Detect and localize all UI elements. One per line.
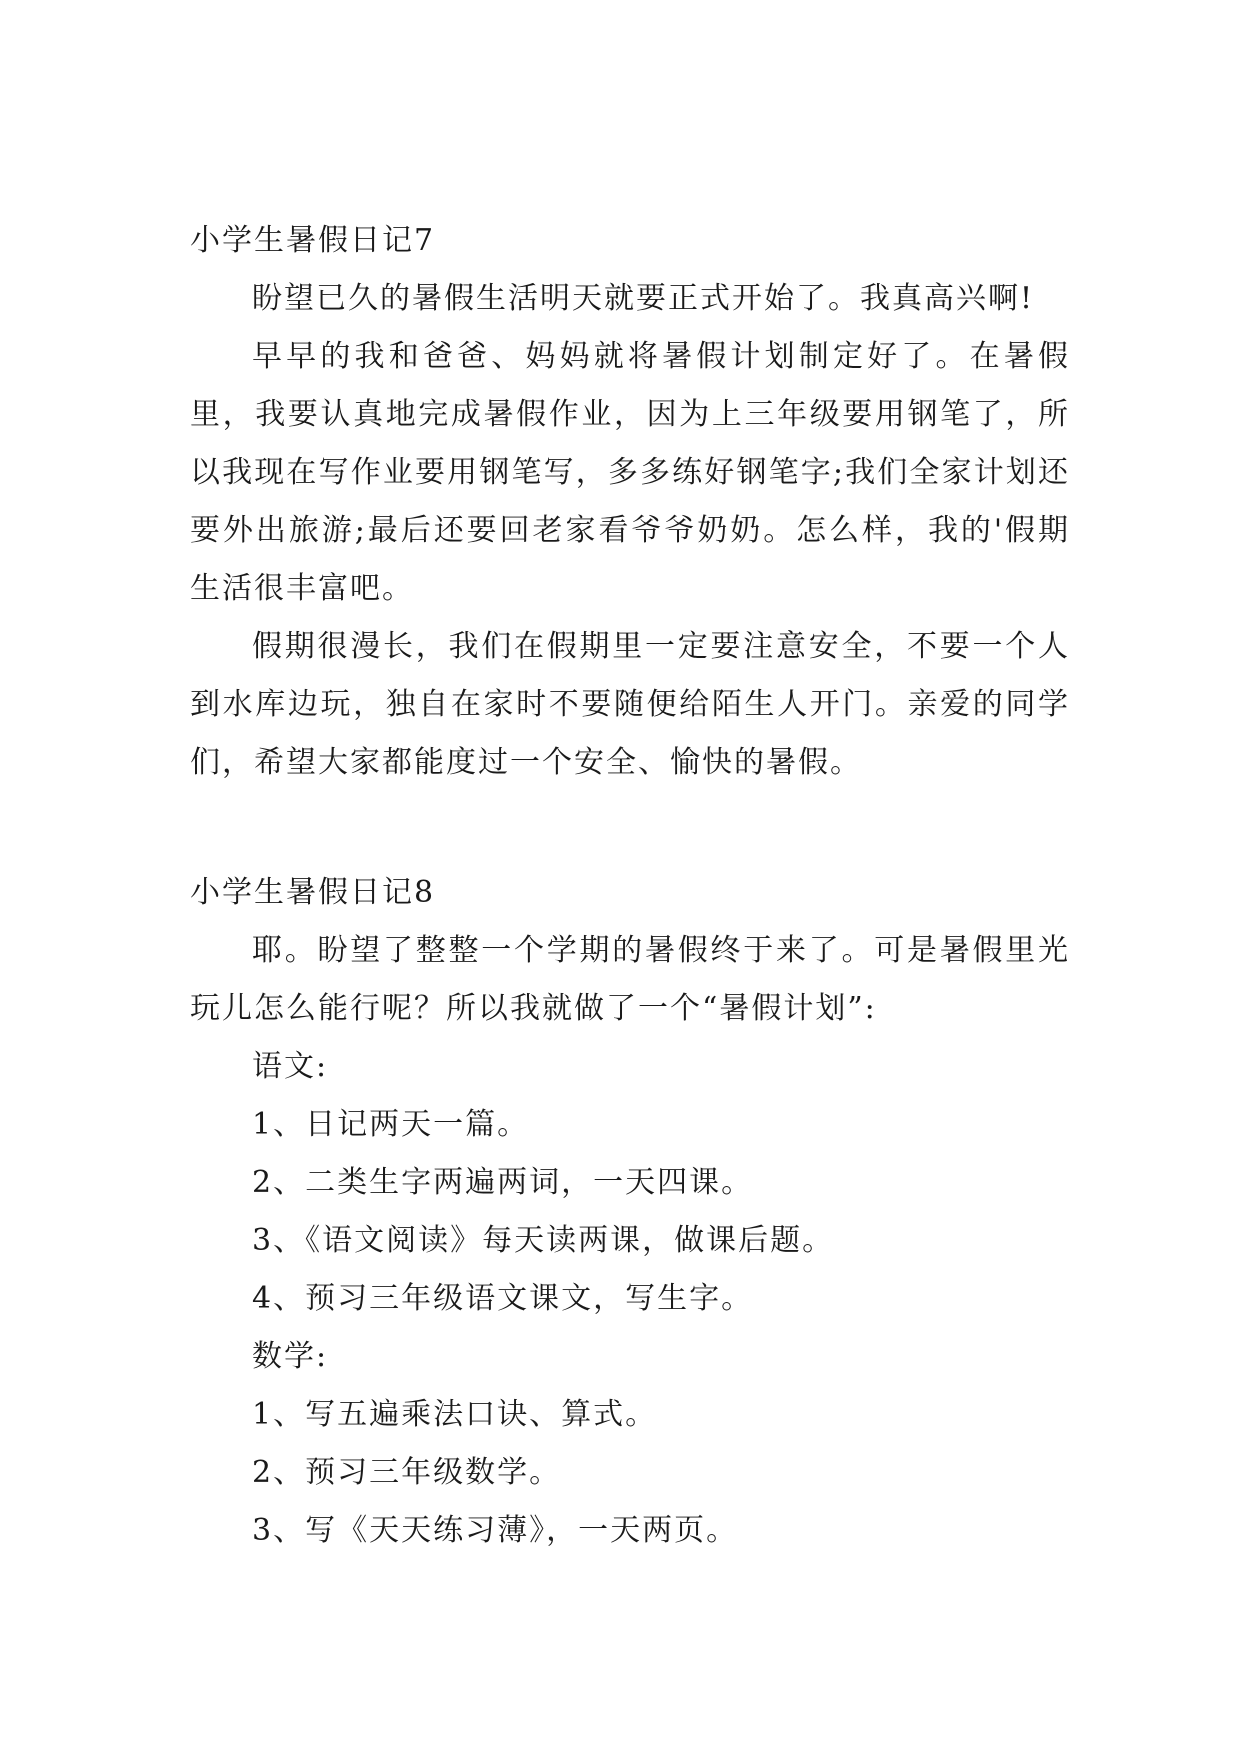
plan-line: 3、写《天天练习薄》，一天两页。 bbox=[252, 1513, 739, 1548]
diary-7-paragraph-2: 早早的我和爸爸、妈妈就将暑假计划制定好了。在暑假里，我要认真地完成暑假作业，因为上三年级要用钢笔了，所以我现在写作业要用钢笔写，多多练好钢笔字;我们全家计划还要外出旅游;最后还要回老家看爷爷奶奶。怎么样，我的'假期生活很丰富吧。 bbox=[190, 339, 1070, 606]
plan-line: 3、《语文阅读》每天读两课，做课后题。 bbox=[252, 1223, 835, 1258]
document-body bbox=[190, 212, 1070, 1560]
plan-line: 数学: bbox=[252, 1339, 329, 1374]
section-spacer bbox=[190, 792, 1070, 864]
plan-line: 1、日记两天一篇。 bbox=[252, 1107, 530, 1142]
diary-7-paragraph-1: 盼望已久的暑假生活明天就要正式开始了。我真高兴啊! bbox=[252, 281, 1035, 316]
diary-8-title: 小学生暑假日记8 bbox=[190, 875, 436, 910]
plan-line: 1、写五遍乘法口诀、算式。 bbox=[252, 1397, 658, 1432]
plan-line: 2、二类生字两遍两词，一天四课。 bbox=[252, 1165, 754, 1200]
diary-8-paragraph-1: 耶。盼望了整整一个学期的暑假终于来了。可是暑假里光玩儿怎么能行呢？所以我就做了一个“暑假计划”: bbox=[190, 933, 1070, 1026]
plan-line: 语文: bbox=[252, 1049, 329, 1084]
diary-7-title: 小学生暑假日记7 bbox=[190, 223, 436, 258]
plan-line: 4、预习三年级语文课文，写生字。 bbox=[252, 1281, 754, 1316]
diary-7-paragraph-3: 假期很漫长，我们在假期里一定要注意安全，不要一个人到水库边玩，独自在家时不要随便给陌生人开门。亲爱的同学们，希望大家都能度过一个安全、愉快的暑假。 bbox=[190, 629, 1070, 780]
plan-line: 2、预习三年级数学。 bbox=[252, 1455, 562, 1490]
